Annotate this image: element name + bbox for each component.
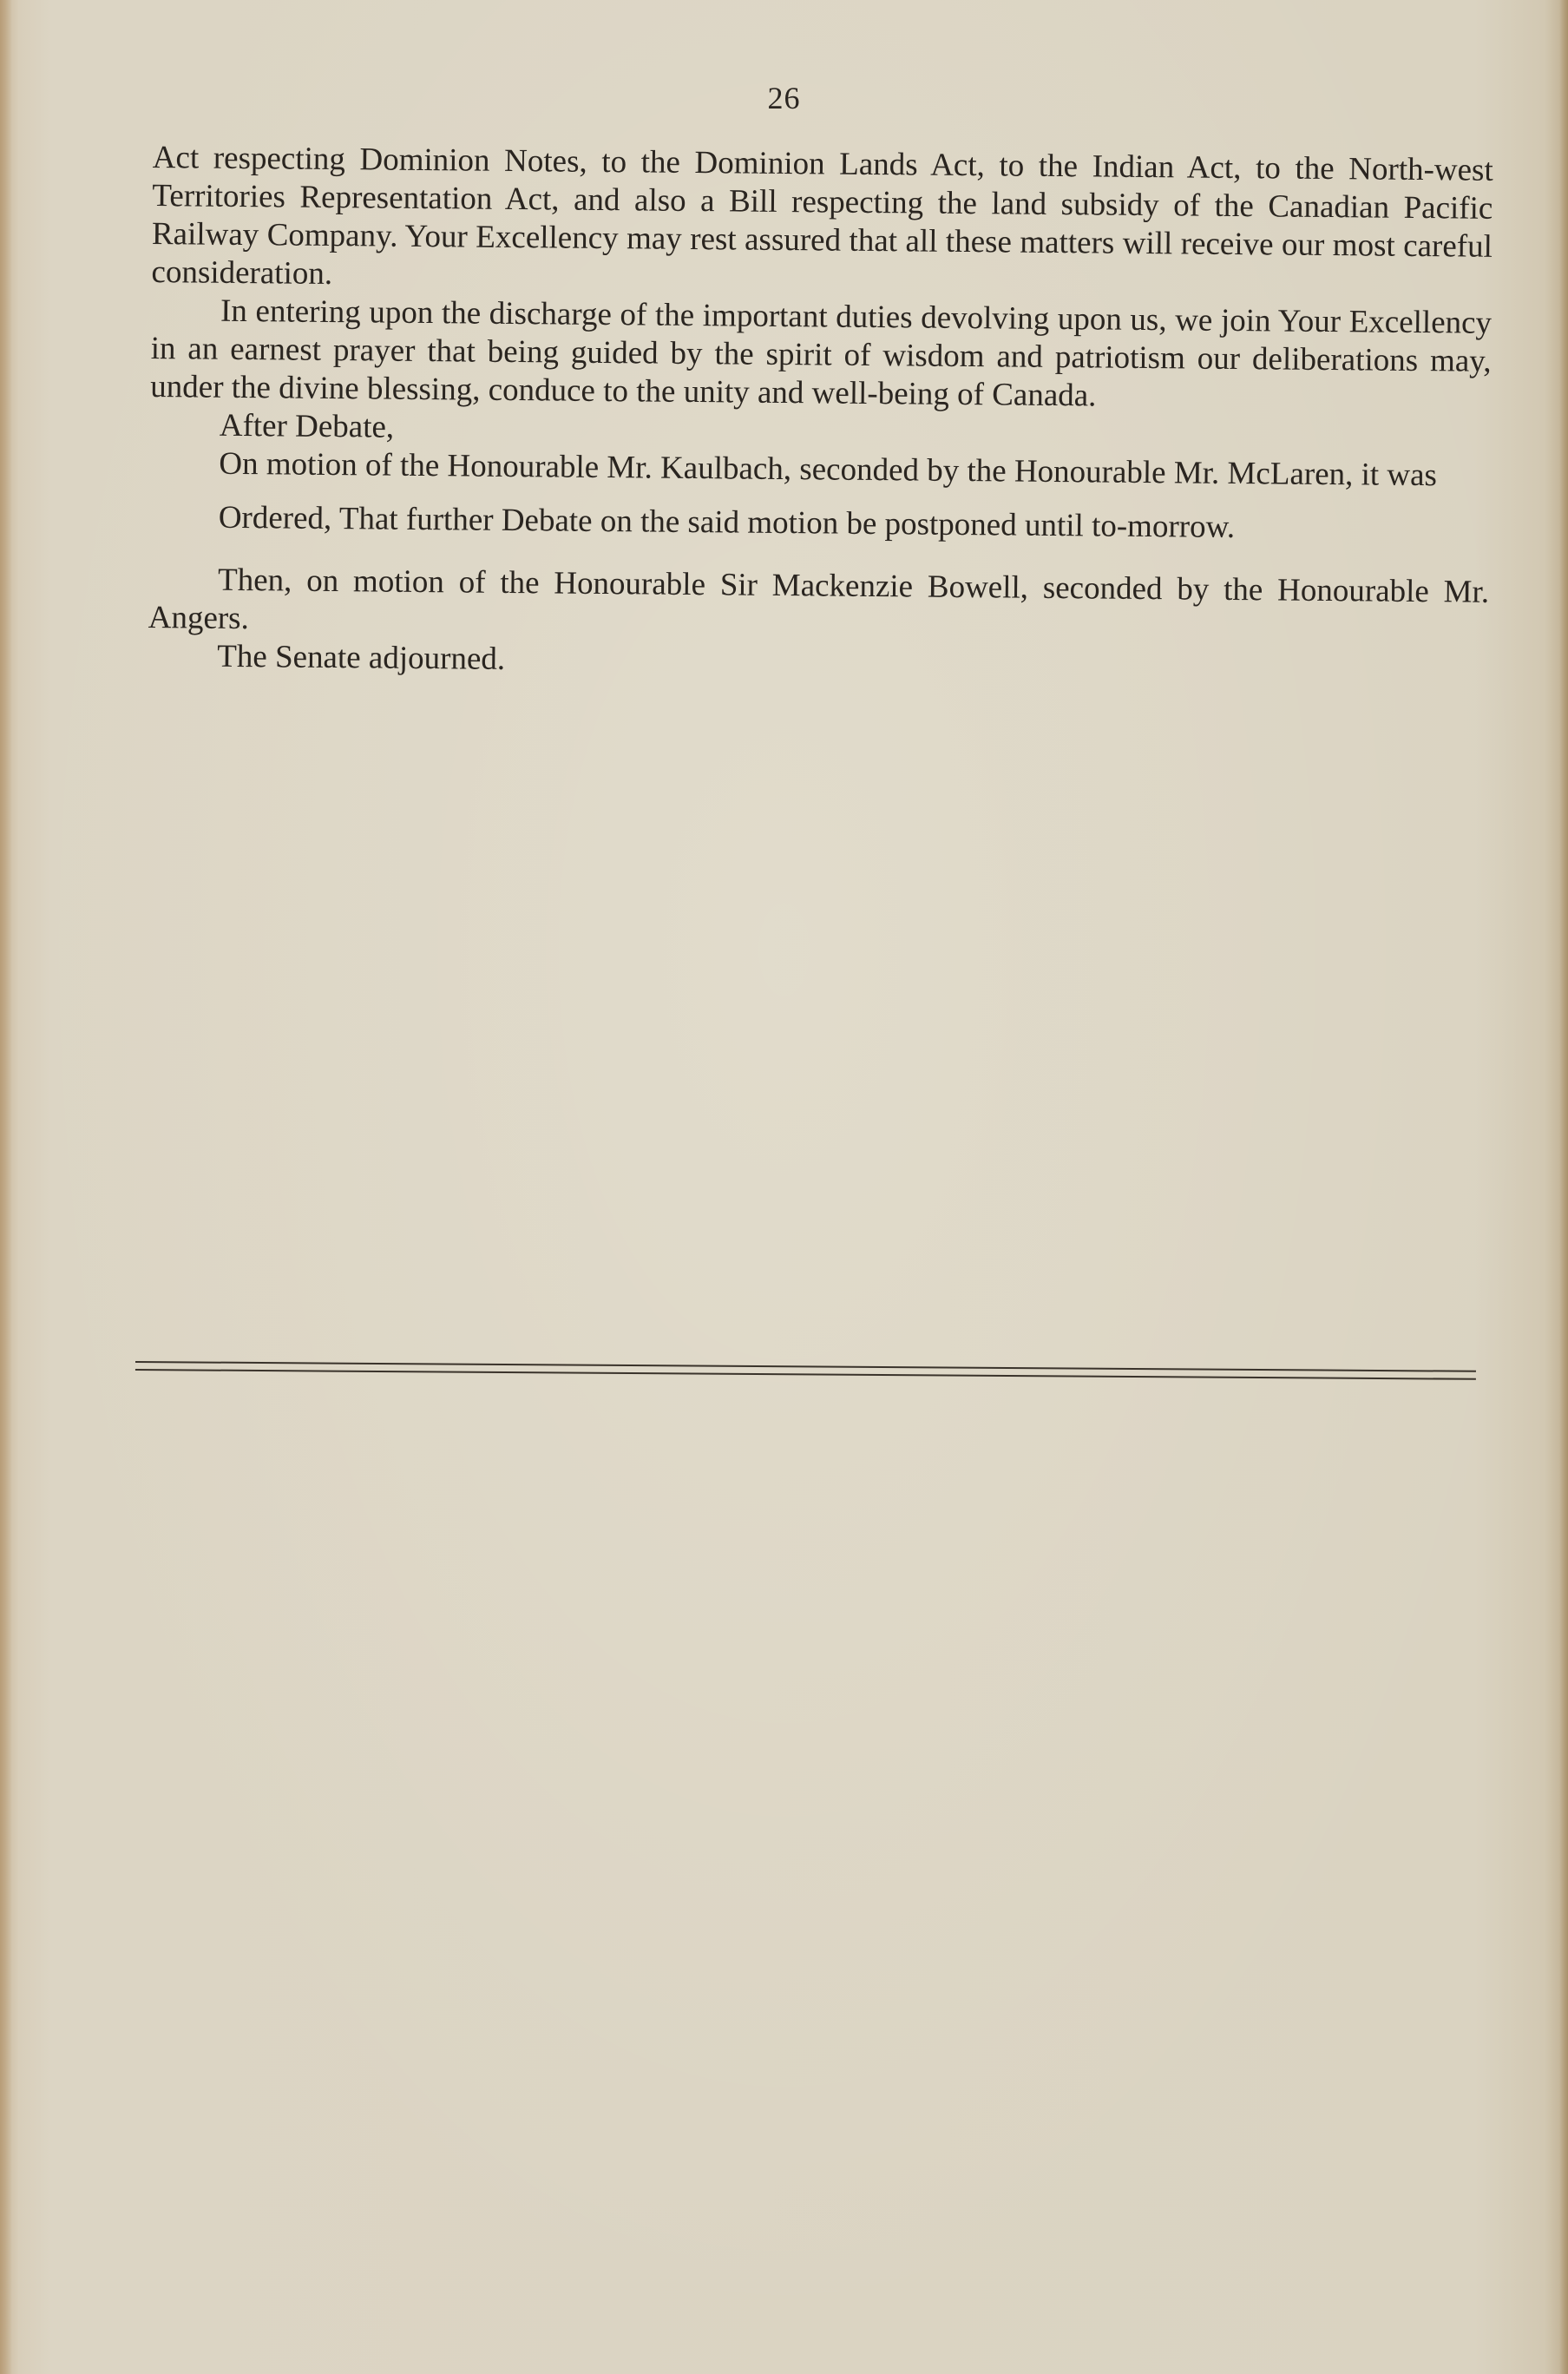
section-end-double-rule	[135, 1361, 1476, 1391]
paragraph-address-bills: Act respecting Dominion Notes, to the Dominion Lands Act, to the Indian Act, to the North-west Territories Representation Act, and also a Bill respecting the land subsidy of the Canadian Pacific Railway Company. Your Excellency may rest assured that all these matters will receive our most careful consideration.	[151, 139, 1493, 292]
paragraph-motion-kaulbach: On motion of the Honourable Mr. Kaulbach, seconded by the Honourable Mr. McLaren, it was	[219, 445, 1438, 494]
paragraph-prayer: In entering upon the discharge of the important duties devolving upon us, we join Your Excellency in an earnest prayer that being guided by the spirit of wisdom and patriotism our deliberations may, under the divine blessing, conduce to the unity and well-being of Canada.	[150, 293, 1493, 414]
paragraph-motion-adjourn: Then, on motion of the Honourable Sir Mackenzie Bowell, seconded by the Honourable Mr. Angers.	[148, 562, 1490, 637]
journal-text	[148, 139, 1493, 688]
paragraph-senate-adjourned: The Senate adjourned.	[217, 638, 506, 677]
paragraph-after-debate: After Debate,	[219, 407, 395, 445]
paragraph-order-postponed: Ordered, That further Debate on the said motion be postponed until to-morrow.	[218, 499, 1236, 545]
page-number: 26	[767, 81, 801, 115]
